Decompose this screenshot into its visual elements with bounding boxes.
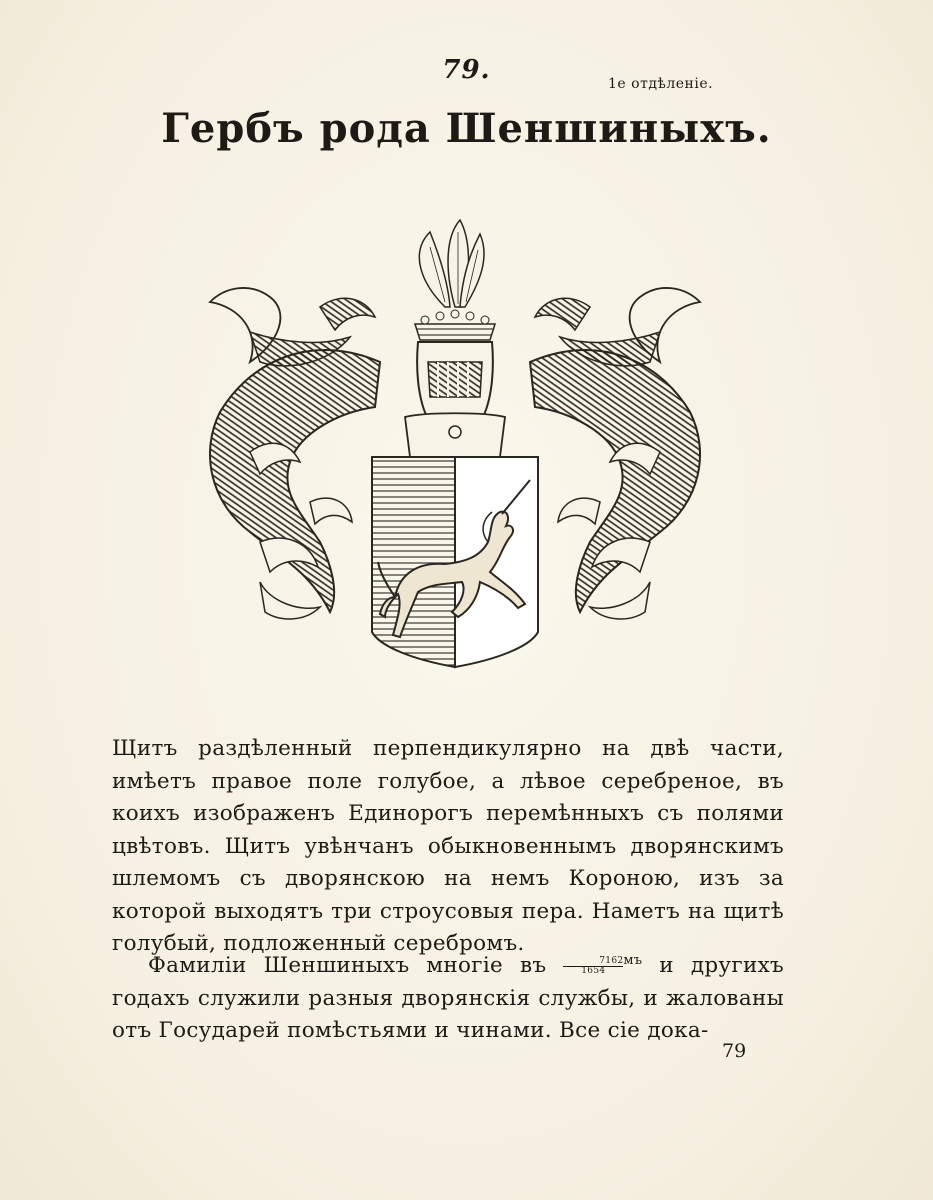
history-text-end: и другихъ годахъ служили разныя дворянскiя службы, и жалованы отъ Государей помѣстьями и чинами. Все сiе дока- [112,953,784,1044]
year-fraction [563,957,623,976]
page-number-bottom: 79 [722,1040,747,1062]
year-top: 7162 [563,957,623,967]
coat-of-arms-unicorn-icon [190,212,720,682]
year-bottom: 1654 [581,965,606,976]
description-paragraph: Щитъ раздѣленный перпендикулярно на двѣ части, имѣетъ правое поле голубое, а лѣвое серебреное, въ коихъ изображенъ Единорогъ перемѣнныхъ съ полями цвѣтовъ. Щитъ увѣнчанъ обыкновеннымъ дворянскимъ шлемомъ съ дворянскою на немъ Короною, изъ за которой выходятъ три строусовыя пера. Наметъ на щитѣ голубый, подложенный серебромъ. [112,736,784,956]
history-paragraph [112,945,784,1048]
page-title: Гербъ рода Шеншиныхъ. [161,105,772,152]
page-number-top: 79. [442,55,491,85]
history-text-start: Фамилiи Шеншиныхъ многiе въ [148,953,547,979]
year-suffix: мъ [623,953,643,968]
section-label: 1е отдѣленiе. [608,76,714,92]
